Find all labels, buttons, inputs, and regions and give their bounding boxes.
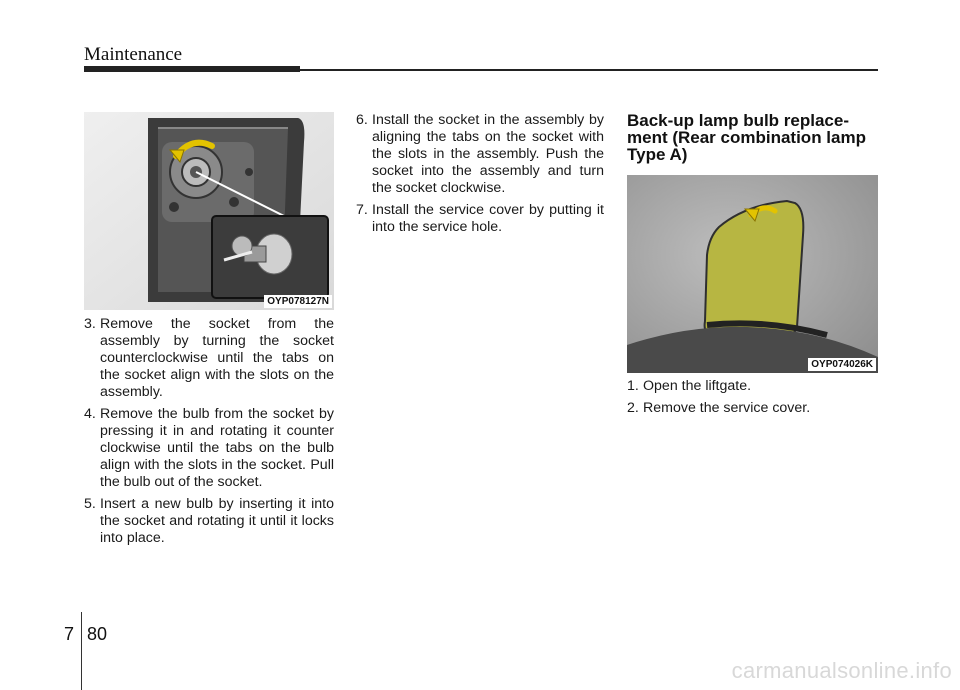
socket-removal-illustration: [84, 112, 334, 310]
step-item: [356, 202, 604, 236]
header-rule-thick: [84, 66, 300, 72]
section-title: Maintenance: [84, 44, 183, 65]
footer-divider: [81, 612, 82, 690]
step-number: 2.: [627, 400, 639, 416]
step-text: Remove the socket from the assembly by turning the socket counterclockwise until the tabs on the socket align with the slots on the assembly.: [100, 316, 334, 400]
socket-removal-figure: [84, 112, 334, 310]
step-text: Insert a new bulb by inserting it into the socket and rotating it until it locks into place.: [100, 496, 334, 546]
step-number: 1.: [627, 378, 639, 394]
step-number: 6.: [356, 112, 368, 128]
step-item: [84, 406, 334, 491]
step-number: 3.: [84, 316, 96, 332]
middle-step-list: [356, 112, 604, 241]
watermark: carmanualsonline.info: [731, 658, 952, 683]
step-number: 4.: [84, 406, 96, 422]
figure-code: OYP078127N: [264, 295, 332, 308]
page-number: 80: [87, 624, 108, 644]
step-text: Install the service cover by putting it into the service hole.: [372, 202, 604, 235]
step-item: [627, 400, 879, 417]
step-text: Install the socket in the assembly by aligning the tabs on the socket with the slots in the assembly. Push the socket into the assembly and turn the socket clockwise.: [372, 112, 604, 196]
figure-code: OYP074026K: [808, 358, 876, 371]
step-text: Remove the bulb from the socket by pressing it in and rotating it counter clockwise until the tabs on the bulb align with the slots in the socket. Pull the bulb out of the socket.: [100, 406, 334, 490]
step-number: 7.: [356, 202, 368, 218]
service-cover-figure: [627, 175, 878, 373]
step-number: 5.: [84, 496, 96, 512]
right-step-list: [627, 378, 879, 422]
header-rule-thin: [300, 69, 878, 71]
step-text: Open the liftgate.: [643, 378, 752, 394]
service-cover-illustration: [627, 175, 878, 373]
left-step-list: [84, 316, 334, 552]
step-text: Remove the service cover.: [643, 400, 811, 416]
step-item: [627, 378, 879, 395]
chapter-number: 7: [64, 624, 75, 644]
step-item: [356, 112, 604, 197]
step-item: [84, 496, 334, 547]
step-item: [84, 316, 334, 401]
section-heading: Back-up lamp bulb replace-ment (Rear combination lamp Type A): [627, 111, 866, 164]
